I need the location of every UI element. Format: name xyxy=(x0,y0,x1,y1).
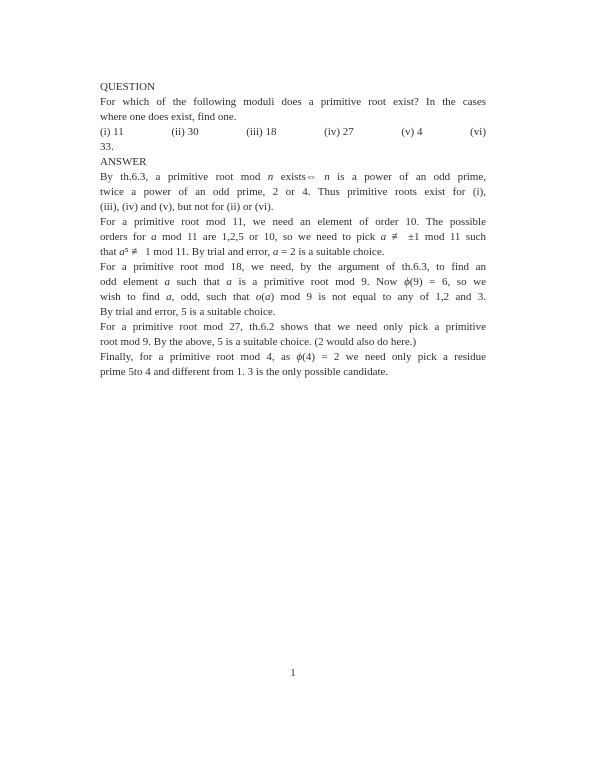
text-line: (iii), (iv) and (v), but not for (ii) or (vi). xyxy=(100,201,274,213)
moduli-item: (iii) 18 xyxy=(246,126,277,138)
text-line: that a⁵ ≢ 1 mod 11. By trial and error, a = 2 is a suitable choice. xyxy=(100,246,385,258)
text-line: orders for a mod 11 are 1,2,5 or 10, so we need to pick a ≢ ±1 mod 11 such xyxy=(100,231,486,243)
text-line: where one does exist, find one. xyxy=(100,111,237,123)
text-line: Finally, for a primitive root mod 4, as ϕ(4) = 2 we need only pick a residue xyxy=(100,351,486,363)
moduli-item: (ii) 30 xyxy=(171,126,199,138)
answer-heading: ANSWER xyxy=(100,156,147,168)
text-line: For a primitive root mod 27, th.6.2 shows that we need only pick a primitive xyxy=(100,321,486,333)
moduli-list-overflow: 33. xyxy=(100,141,114,153)
question-heading: QUESTION xyxy=(100,81,155,93)
moduli-item: (i) 11 xyxy=(100,126,124,138)
text-line: For a primitive root mod 18, we need, by the argument of th.6.3, to find an xyxy=(100,261,486,273)
text-line: odd element a such that a is a primitive root mod 9. Now ϕ(9) = 6, so we xyxy=(100,276,486,288)
text-line: root mod 9. By the above, 5 is a suitable choice. (2 would also do here.) xyxy=(100,336,417,348)
moduli-item: (v) 4 xyxy=(401,126,423,138)
text-line: For which of the following moduli does a primitive root exist? In the cases xyxy=(100,96,486,108)
text-line: For a primitive root mod 11, we need an element of order 10. The possible xyxy=(100,216,486,228)
text-line: twice a power of an odd prime, 2 or 4. Thus primitive roots exist for (i), xyxy=(100,186,486,198)
text-block xyxy=(100,80,486,380)
text-line: prime 5to 4 and different from 1. 3 is the only possible candidate. xyxy=(100,366,389,378)
text-line: wish to find a, odd, such that o(a) mod 9 is not equal to any of 1,2 and 3. xyxy=(100,291,486,303)
moduli-item: (iv) 27 xyxy=(324,126,354,138)
text-line: By trial and error, 5 is a suitable choice. xyxy=(100,306,276,318)
moduli-item: (vi) xyxy=(470,126,486,138)
text-line: By th.6.3, a primitive root mod n exists⇔ n is a power of an odd prime, xyxy=(100,171,486,183)
question-body xyxy=(100,95,486,125)
page-number: 1 xyxy=(290,667,296,679)
moduli-list xyxy=(100,125,486,140)
answer-body xyxy=(100,170,486,380)
